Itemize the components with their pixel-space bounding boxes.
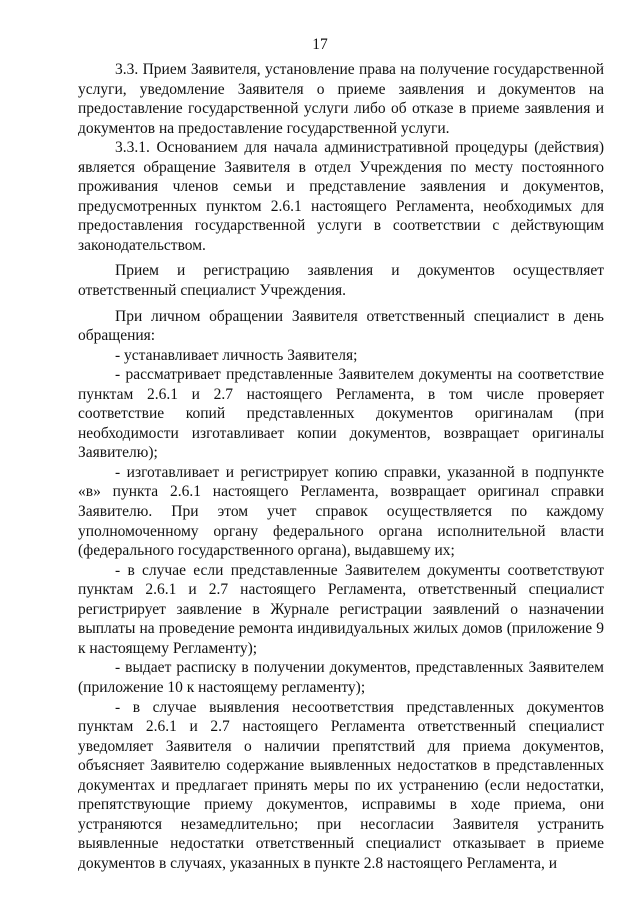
document-body	[78, 60, 604, 873]
list-item-discrepancy: - в случае выявления несоответствия представленных документов пунктам 2.6.1 и 2.7 настоящего Регламента ответственный специалист уведомляет Заявителя о наличии препятствий для приема документов, объясняет Заявителю содержание выявленных недостатков в представленных документах и предлагает принять меры по их устранению (если недостатки, препятствующие приему документов, исправимы в ходе приема, они устраняются незамедлительно; при несогласии Заявителя устранить выявленные недостатки ответственный специалист отказывает в приеме документов в случаях, указанных в пункте 2.8 настоящего Регламента, и	[78, 698, 604, 872]
list-item-certificate-copy: - изготавливает и регистрирует копию справки, указанной в подпункте «в» пункта 2.6.1 настоящего Регламента, возвращает оригинал справки Заявителю. При этом учет справок осуществляется по каждому уполномоченному органу федерального органа исполнительной власти (федерального государственного органа), выдавшему их;	[78, 463, 604, 560]
list-item-register-application: - в случае если представленные Заявителем документы соответствуют пунктам 2.6.1 и 2.7 настоящего Регламента, ответственный специалист регистрирует заявление в Журнале регистрации заявлений о назначении выплаты на проведение ремонта индивидуальных жилых домов (приложение 9 к настоящему Регламенту);	[78, 561, 604, 657]
list-item-issue-receipt: - выдает расписку в получении документов, представленных Заявителем (приложение 10 к настоящему регламенту);	[78, 659, 604, 696]
list-item-identity: - устанавливает личность Заявителя;	[115, 346, 358, 364]
page-number: 17	[312, 36, 328, 53]
paragraph-section-3-3-1: 3.3.1. Основанием для начала административной процедуры (действия) является обращение Заявителя в отдел Учреждения по месту постоянного проживания членов семьи и представление заявления и документов, предусмотренных пунктом 2.6.1 настоящего Регламента, необходимых для предоставления государственной услуги в соответствии с действующим законодательством.	[78, 139, 604, 254]
paragraph-personal-visit: При личном обращении Заявителя ответственный специалист в день обращения:	[78, 307, 604, 345]
paragraph-reception-responsible: Прием и регистрацию заявления и документов осуществляет ответственный специалист Учреждения.	[78, 262, 604, 300]
paragraph-section-3-3: 3.3. Прием Заявителя, установление права на получение государственной услуги, уведомление Заявителя о приеме заявления и документов на предоставление государственной услуги либо об отказе в приеме заявления и документов на предоставление государственной услуги.	[78, 61, 604, 137]
list-item-review-documents: - рассматривает представленные Заявителем документы на соответствие пунктам 2.6.1 и 2.7 настоящего Регламента, в том числе проверяет соответствие копий представленных документов оригиналам (при необходимости изготавливает копии документов, возвращает оригиналы Заявителю);	[78, 366, 604, 462]
